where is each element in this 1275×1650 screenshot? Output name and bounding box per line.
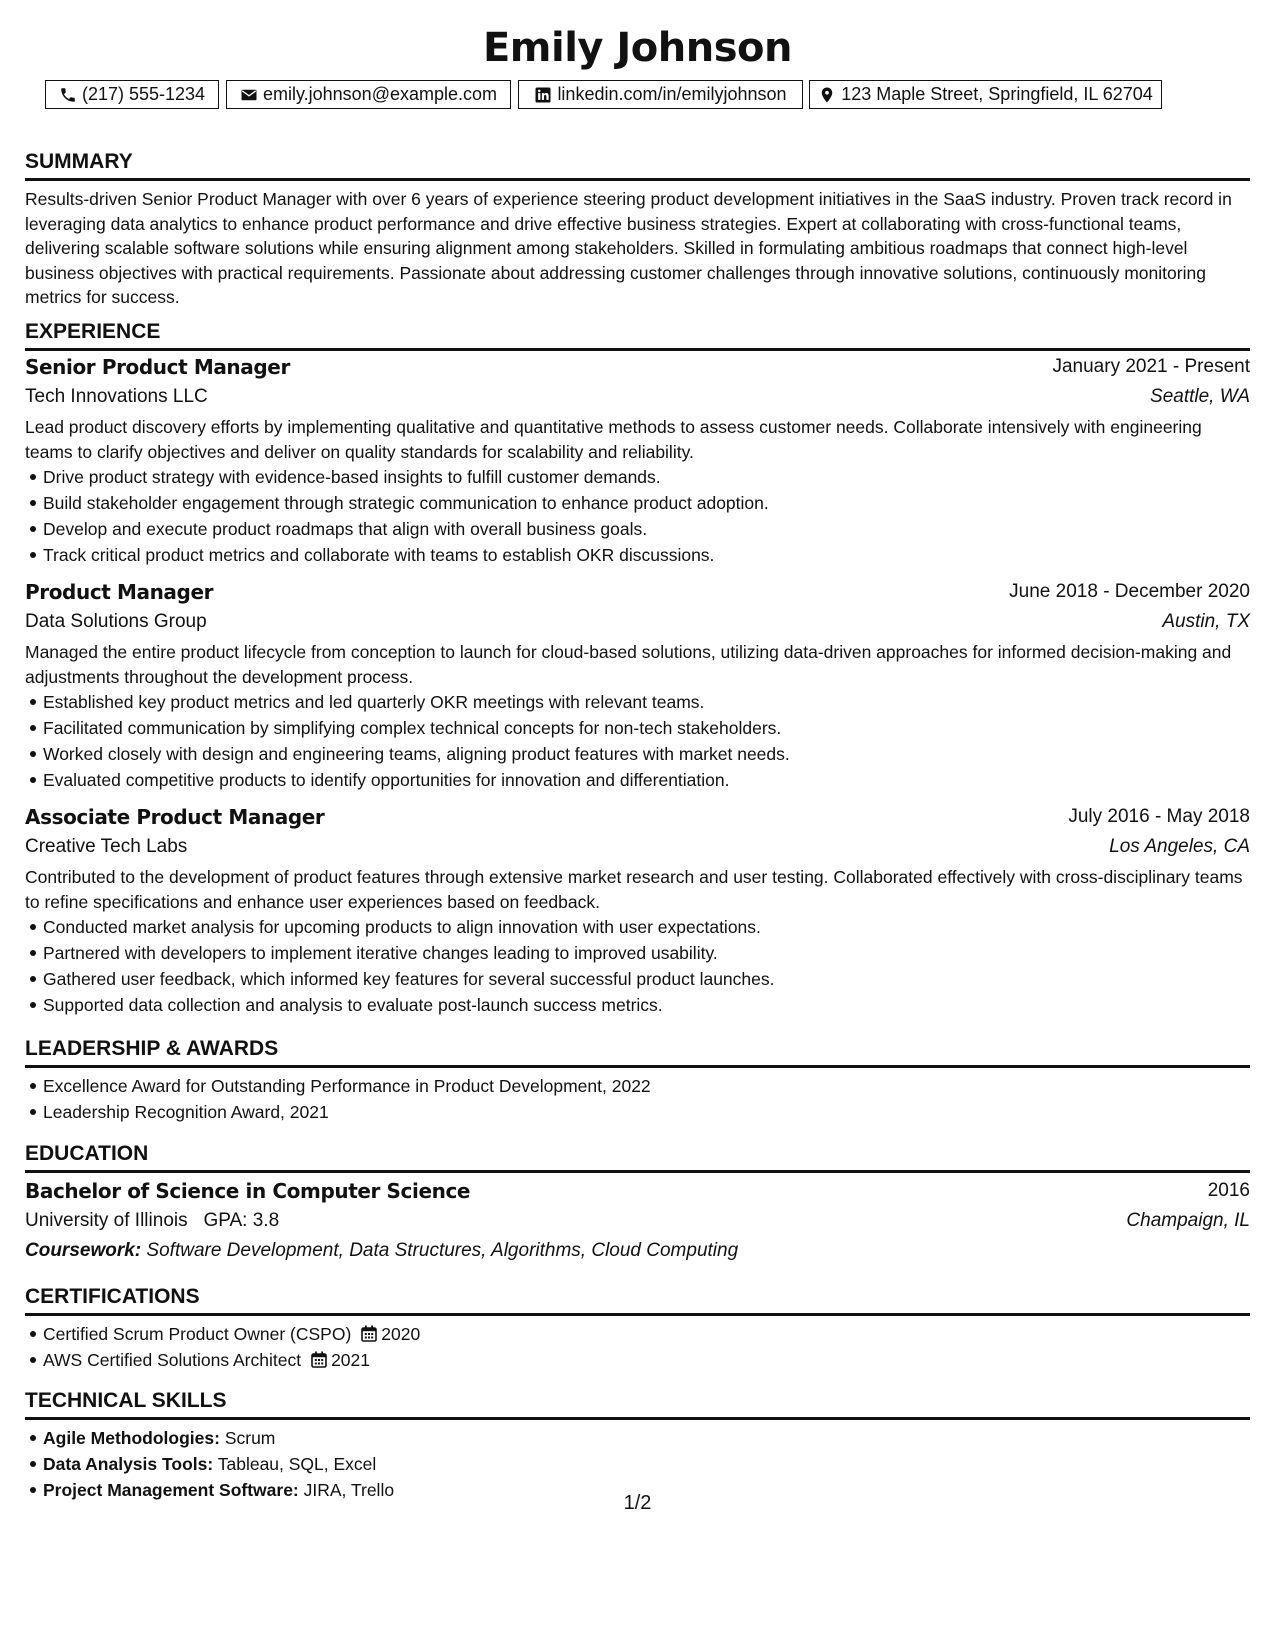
section-title: EDUCATION <box>25 1142 149 1165</box>
email-chip[interactable] <box>226 80 511 109</box>
job-entry <box>25 577 1250 793</box>
job-description: Managed the entire product lifecycle from conception to launch for cloud-based solutions, utilizing data-driven approaches for informed decision-making and adjustments throughout the development process. <box>25 642 1232 687</box>
skill-value: Tableau, SQL, Excel <box>217 1454 377 1474</box>
job-bullets <box>25 689 1250 793</box>
phone-chip[interactable] <box>45 80 219 109</box>
coursework-label: Coursework: <box>25 1240 142 1261</box>
cert-year: 2020 <box>381 1324 421 1344</box>
graduation-year: 2016 <box>1207 1180 1250 1201</box>
awards-list <box>25 1073 1250 1125</box>
skill-label: Data Analysis Tools: <box>43 1454 214 1474</box>
job-location: Seattle, WA <box>1150 386 1250 407</box>
section-divider <box>25 348 1250 351</box>
list-item: Established key product metrics and led quarterly OKR meetings with relevant teams. <box>43 689 1250 715</box>
cert-year: 2021 <box>331 1350 371 1370</box>
list-item: Drive product strategy with evidence-based insights to fulfill customer demands. <box>43 464 1250 490</box>
job-company: Tech Innovations LLC <box>25 386 208 407</box>
linkedin-text: linkedin.com/in/emilyjohnson <box>557 84 787 104</box>
list-item: Excellence Award for Outstanding Performance in Product Development, 2022 <box>43 1073 1250 1099</box>
coursework <box>25 1236 1250 1266</box>
certifications-list <box>25 1321 1250 1373</box>
list-item <box>43 1425 1250 1451</box>
job-description: Lead product discovery efforts by implementing qualitative and quantitative methods to assess customer needs. Collaborate intensively with engineering teams to clarify objectives and deliver on quality standards for scalability and reliability. <box>25 417 1202 462</box>
job-description: Contributed to the development of product features through extensive market research and user testing. Collaborated effectively with cross-disciplinary teams to refine specifications and enhance user experiences based on feedback. <box>25 867 1243 912</box>
address-chip <box>809 80 1162 109</box>
list-item: Facilitated communication by simplifying complex technical concepts for non-tech stakeholders. <box>43 715 1250 741</box>
section-title: TECHNICAL SKILLS <box>25 1389 227 1412</box>
summary-text: Results-driven Senior Product Manager with over 6 years of experience steering product development initiatives in the SaaS industry. Proven track record in leveraging data analytics to enhance product performance and drive effective business strategies. Expert at collaborating with cross-functional teams, delivering scalable software solutions while ensuring alignment among stakeholders. Skilled in formulating ambitious roadmaps that connect high-level business objectives with practical requirements. Passionate about addressing customer challenges through innovative solutions, continuously monitoring metrics for success. <box>25 189 1232 307</box>
section-divider <box>25 1170 1250 1173</box>
coursework-list: Software Development, Data Structures, Algorithms, Cloud Computing <box>146 1240 739 1261</box>
section-divider <box>25 1417 1250 1420</box>
list-item: Conducted market analysis for upcoming products to align innovation with user expectations. <box>43 914 1250 940</box>
certifications-section <box>25 1283 1250 1373</box>
linkedin-chip[interactable] <box>518 80 803 109</box>
list-item <box>43 1347 1250 1373</box>
list-item: Develop and execute product roadmaps that align with overall business goals. <box>43 516 1250 542</box>
section-title: LEADERSHIP & AWARDS <box>25 1037 279 1060</box>
job-company: Data Solutions Group <box>25 611 207 632</box>
job-company: Creative Tech Labs <box>25 836 188 857</box>
cert-name: AWS Certified Solutions Architect <box>43 1350 302 1370</box>
section-title: SUMMARY <box>25 150 133 173</box>
map-pin-icon <box>818 86 836 104</box>
job-bullets <box>25 914 1250 1018</box>
phone-icon <box>59 86 77 104</box>
section-title: CERTIFICATIONS <box>25 1285 200 1308</box>
summary-section <box>25 148 1250 310</box>
list-item: Supported data collection and analysis to evaluate post-launch success metrics. <box>43 992 1250 1018</box>
list-item: Build stakeholder engagement through strategic communication to enhance product adoption. <box>43 490 1250 516</box>
list-item: Track critical product metrics and collaborate with teams to establish OKR discussions. <box>43 542 1250 568</box>
contact-bar <box>45 80 1230 111</box>
school-line <box>25 1206 279 1236</box>
job-entry <box>25 352 1250 568</box>
list-item: Partnered with developers to implement iterative changes leading to improved usability. <box>43 940 1250 966</box>
linkedin-icon <box>534 86 552 104</box>
school-name: University of Illinois <box>25 1210 188 1231</box>
candidate-name: Emily Johnson <box>482 25 792 71</box>
list-item: Gathered user feedback, which informed key features for several successful product launches. <box>43 966 1250 992</box>
job-location: Los Angeles, CA <box>1109 836 1250 857</box>
list-item: Leadership Recognition Award, 2021 <box>43 1099 1250 1125</box>
calendar-icon <box>311 1351 327 1368</box>
skill-label: Agile Methodologies: <box>43 1428 220 1448</box>
section-title: EXPERIENCE <box>25 320 161 343</box>
list-item <box>43 1451 1250 1477</box>
skill-value: JIRA, Trello <box>303 1480 395 1500</box>
list-item <box>43 1321 1250 1347</box>
job-entry <box>25 802 1250 1018</box>
envelope-icon <box>240 86 258 104</box>
section-divider <box>25 178 1250 181</box>
skills-section <box>25 1387 1250 1503</box>
address-text: 123 Maple Street, Springfield, IL 62704 <box>841 84 1153 104</box>
page-number: 1/2 <box>623 1492 652 1514</box>
job-location: Austin, TX <box>1162 611 1250 632</box>
job-dates: January 2021 - Present <box>1052 356 1250 377</box>
cert-name: Certified Scrum Product Owner (CSPO) <box>43 1324 352 1344</box>
section-divider <box>25 1313 1250 1316</box>
list-item: Worked closely with design and engineering teams, aligning product features with market needs. <box>43 741 1250 767</box>
phone-text: (217) 555-1234 <box>81 84 206 104</box>
list-item: Evaluated competitive products to identify opportunities for innovation and differentiation. <box>43 767 1250 793</box>
job-dates: June 2018 - December 2020 <box>1009 581 1250 602</box>
email-text: emily.johnson@example.com <box>262 84 498 104</box>
job-title: Product Manager <box>25 580 214 604</box>
skill-value: Scrum <box>224 1428 276 1448</box>
experience-section <box>25 318 1250 351</box>
skill-label: Project Management Software: <box>43 1480 299 1500</box>
school-location: Champaign, IL <box>1126 1210 1250 1231</box>
section-divider <box>25 1065 1250 1068</box>
calendar-icon <box>361 1325 377 1342</box>
gpa: GPA: 3.8 <box>203 1210 280 1231</box>
job-title: Associate Product Manager <box>25 805 325 829</box>
job-bullets <box>25 464 1250 568</box>
awards-section <box>25 1035 1250 1125</box>
education-section <box>25 1140 1250 1266</box>
job-dates: July 2016 - May 2018 <box>1068 806 1250 827</box>
job-title: Senior Product Manager <box>25 355 290 379</box>
degree-title: Bachelor of Science in Computer Science <box>25 1179 471 1203</box>
